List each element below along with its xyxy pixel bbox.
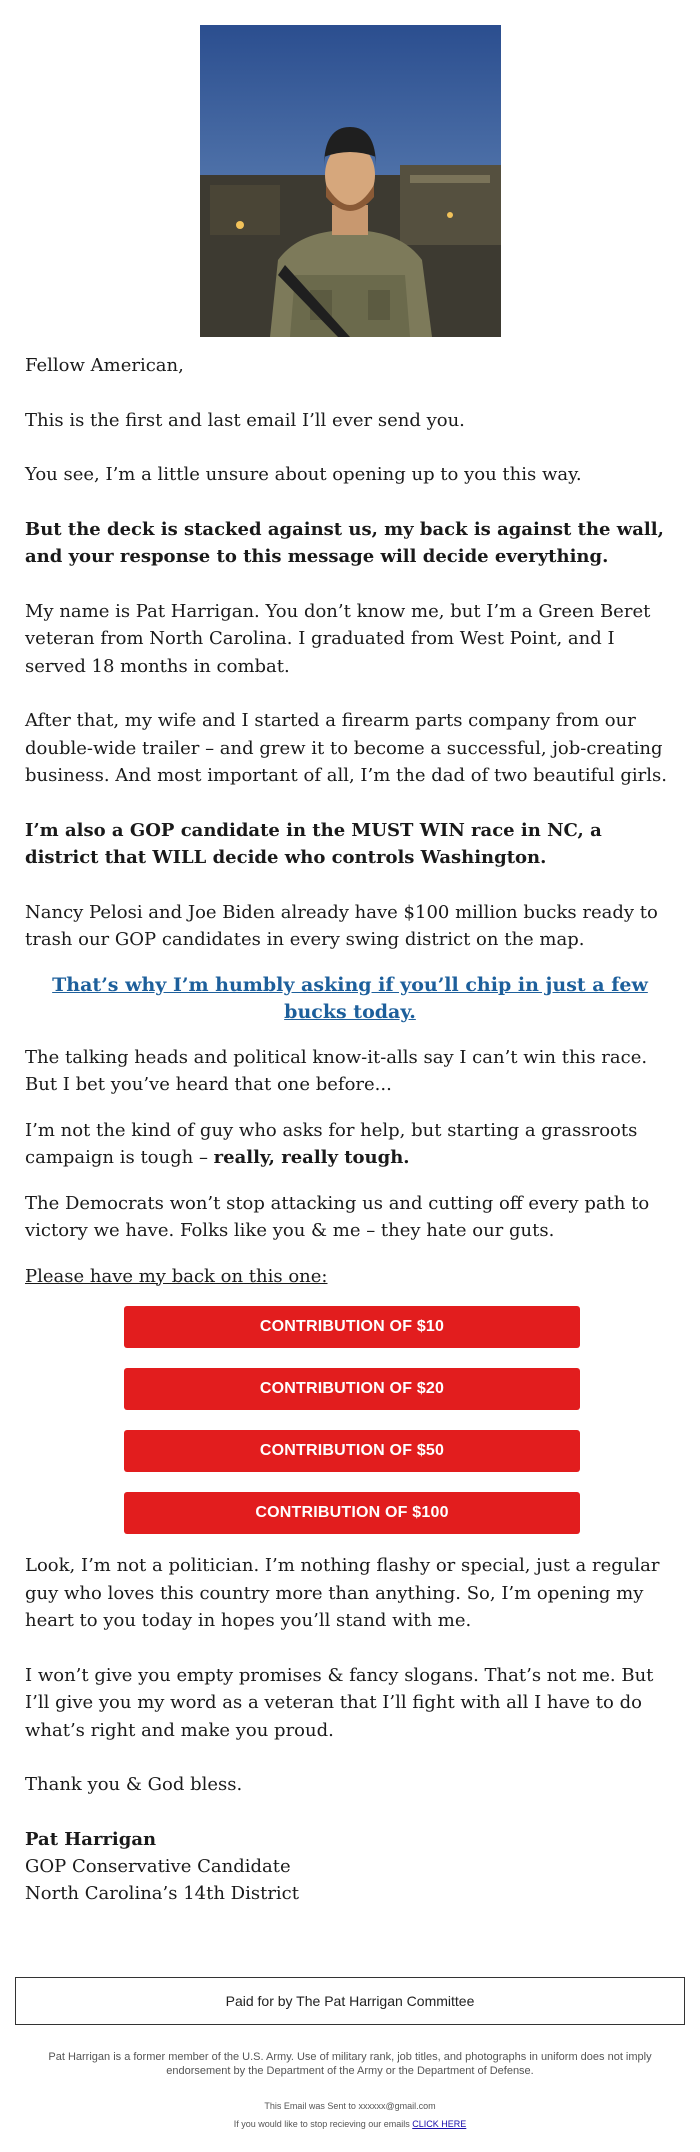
signature-district: North Carolina’s 14th District bbox=[25, 1882, 299, 1904]
paragraph-9 bbox=[25, 1117, 675, 1172]
paragraph-5: After that, my wife and I started a firearm parts company from our double-wide trailer – and grew it to become a successful, job-creating business. And most important of all, I’m the dad of two beautiful girls. bbox=[25, 710, 667, 786]
paragraph-12: I won’t give you empty promises & fancy slogans. That’s not me. But I’ll give you my word as a veteran that I’ll fight with all I have to do what’s right and make you proud. bbox=[25, 1664, 654, 1741]
paragraph-2: You see, I’m a little unsure about opening up to you this way. bbox=[25, 464, 582, 485]
donation-ask bbox=[25, 1263, 675, 1291]
unsubscribe-link[interactable]: CLICK HERE bbox=[412, 2119, 467, 2129]
candidate-photo-image bbox=[200, 25, 501, 337]
donate-cta-link[interactable]: That’s why I’m humbly asking if you’ll chip in just a few bucks today. bbox=[52, 973, 648, 1023]
sent-to-notice: This Email was Sent to xxxxxx@gmail.com bbox=[264, 2101, 436, 2111]
candidate-photo bbox=[200, 25, 501, 337]
paragraph-9-emphasis: really, really tough. bbox=[213, 1147, 410, 1168]
contribute-20-button[interactable]: CONTRIBUTION OF $20 bbox=[124, 1368, 580, 1410]
paragraph-1: This is the first and last email I’ll ever send you. bbox=[25, 409, 465, 431]
military-disclaimer: Pat Harrigan is a former member of the U.S. Army. Use of military rank, job titles, and photographs in uniform does not imply endorsement by the Department of the Army or the Department of Defense. bbox=[48, 2051, 652, 2077]
signature-title: GOP Conservative Candidate bbox=[25, 1855, 291, 1877]
contribute-10-button[interactable]: CONTRIBUTION OF $10 bbox=[124, 1306, 580, 1348]
paragraph-6-bold: I’m also a GOP candidate in the MUST WIN race in NC, a district that WILL decide who controls Washington. bbox=[25, 819, 602, 868]
donation-ask-text: Please have my back on this one: bbox=[25, 1265, 328, 1287]
closing: Thank you & God bless. bbox=[25, 1774, 243, 1795]
unsubscribe-line bbox=[0, 2118, 700, 2130]
signature-block bbox=[25, 1826, 675, 1907]
unsubscribe-text: If you would like to stop recieving our emails bbox=[233, 2119, 413, 2129]
paid-for-box: Paid for by The Pat Harrigan Committee bbox=[15, 1977, 685, 2025]
donation-buttons bbox=[25, 1306, 675, 1534]
paragraph-3-bold: But the deck is stacked against us, my back is against the wall, and your response to this message will decide everything. bbox=[25, 518, 664, 567]
signature-name: Pat Harrigan bbox=[25, 1828, 157, 1850]
paragraph-10: The Democrats won’t stop attacking us and cutting off every path to victory we have. Folks like you & me – they hate our guts. bbox=[25, 1192, 650, 1241]
paragraph-9-text: I’m not the kind of guy who asks for help, but starting a grassroots campaign is tough – bbox=[25, 1119, 638, 1168]
paragraph-4: My name is Pat Harrigan. You don’t know me, but I’m a Green Beret veteran from North Carolina. I graduated from West Point, and I served 18 months in combat. bbox=[25, 600, 651, 677]
paragraph-11: Look, I’m not a politician. I’m nothing flashy or special, just a regular guy who loves this country more than anything. So, I’m opening my heart to you today in hopes you’ll stand with me. bbox=[25, 1555, 660, 1631]
paragraph-7: Nancy Pelosi and Joe Biden already have $100 million bucks ready to trash our GOP candidates in every swing district on the map. bbox=[25, 901, 658, 950]
contribute-100-button[interactable]: CONTRIBUTION OF $100 bbox=[124, 1492, 580, 1534]
letter-body bbox=[25, 352, 675, 1907]
contribute-50-button[interactable]: CONTRIBUTION OF $50 bbox=[124, 1430, 580, 1472]
paragraph-8: The talking heads and political know-it-alls say I can’t win this race. But I bet you’ve heard that one before... bbox=[25, 1046, 648, 1095]
greeting: Fellow American, bbox=[25, 355, 184, 376]
